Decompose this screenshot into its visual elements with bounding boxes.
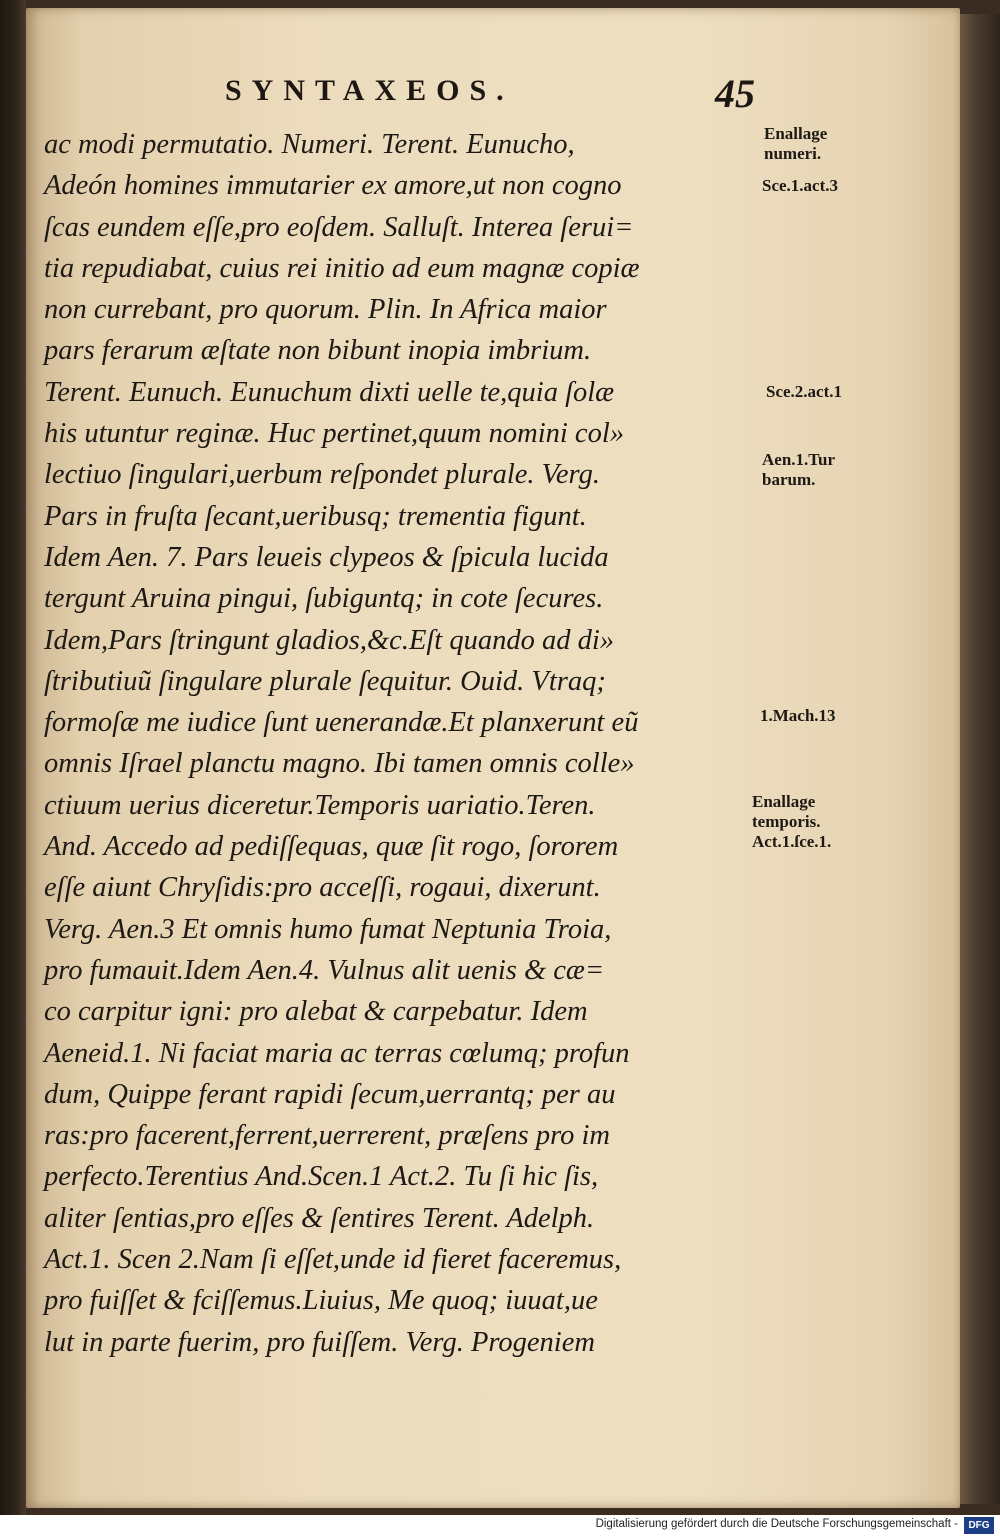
- funding-credit: Digitalisierung gefördert durch die Deutsche Forschungsgemeinschaft -: [595, 1518, 958, 1530]
- marginal-note-line: Enallage: [764, 124, 828, 143]
- text-line: his utuntur reginæ. Huc pertinet,quum nomini col»: [44, 418, 624, 450]
- marginal-note-line: Aen.1.Tur: [762, 450, 836, 469]
- main-text-block: [44, 124, 754, 1363]
- text-line: co carpitur igni: pro alebat & carpebatur. Idem: [44, 996, 588, 1028]
- marginal-note-line: Enallage: [752, 792, 816, 811]
- text-line: ſtributiuũ ſingulare plurale ſequitur. Ouid. Vtraq;: [44, 665, 606, 697]
- text-line: lectiuo ſingulari,uerbum reſpondet plurale. Verg.: [44, 459, 600, 491]
- text-line: Verg. Aen.3 Et omnis humo fumat Neptunia Troia,: [44, 913, 612, 945]
- text-line: dum, Quippe ferant rapidi ſecum,uerrantq; per au: [44, 1078, 616, 1110]
- marginal-note-line: temporis.: [752, 812, 821, 831]
- marginal-note-line: Sce.2.act.1: [766, 382, 843, 401]
- text-line: ras:pro facerent,ferrent,uerrerent, præſens pro im: [44, 1120, 610, 1152]
- marginal-note-line: barum.: [762, 470, 816, 489]
- marginal-note-aeneid-ref: [762, 450, 835, 490]
- text-line: Pars in fruſta ſecant,ueribusq; trementia figunt.: [44, 500, 587, 532]
- text-line: And. Accedo ad pediſſequas, quæ ſit rogo, ſororem: [44, 831, 619, 863]
- text-line: non currebant, pro quorum. Plin. In Africa maior: [44, 294, 607, 326]
- text-line: pars ferarum æſtate non bibunt inopia imbrium.: [44, 335, 592, 367]
- marginal-note-scene-ref: [762, 176, 838, 196]
- marginal-note-maccabees-ref: [760, 706, 836, 726]
- marginal-note-line: Act.1.ſce.1.: [752, 832, 832, 851]
- page-number: 45: [715, 71, 755, 116]
- text-line: formoſæ me iudice ſunt uenerandæ.Et planxerunt eũ: [44, 707, 639, 739]
- text-line: pro fuiſſet & fciſſemus.Liuius, Me quoq; iuuat,ue: [44, 1285, 598, 1317]
- running-title: SYNTAXEOS.: [225, 74, 514, 107]
- marginal-note-enallage-temporis: [752, 792, 831, 852]
- text-line: ctiuum uerius diceretur.Temporis uariatio.Teren.: [44, 789, 596, 821]
- page-edge: [960, 14, 1000, 1504]
- text-line: Act.1. Scen 2.Nam ſi eſſet,unde id fieret faceremus,: [44, 1244, 622, 1276]
- text-line: lut in parte fuerim, pro fuiſſem. Verg. Progeniem: [44, 1326, 595, 1358]
- marginal-note-scene-ref: [766, 382, 842, 402]
- text-line: ac modi permutatio. Numeri. Terent. Eunucho,: [44, 129, 575, 160]
- text-line: tergunt Aruina pingui, ſubiguntq; in cote ſecures.: [44, 583, 604, 615]
- text-line: tia repudiabat, cuius rei initio ad eum magnæ copiæ: [44, 252, 640, 284]
- text-line: Aeneid.1. Ni faciat maria ac terras cœlumq; profun: [44, 1037, 630, 1069]
- marginal-note-line: 1.Mach.13: [760, 706, 836, 725]
- dfg-logo-icon: DFG: [964, 1517, 994, 1534]
- text-line: Terent. Eunuch. Eunuchum dixti uelle te,quia ſolæ: [44, 376, 615, 408]
- text-line: eſſe aiunt Chryſidis:pro acceſſi, rogaui, dixerunt.: [44, 872, 601, 904]
- text-line: omnis Iſrael planctu magno. Ibi tamen omnis colle»: [44, 748, 635, 780]
- footer-bar: [0, 1515, 1000, 1537]
- text-line: Idem,Pars ſtringunt gladios,&c.Eſt quando ad di»: [44, 624, 614, 656]
- running-head: [195, 70, 755, 114]
- text-line: Idem Aen. 7. Pars leueis clypeos & ſpicula lucida: [44, 541, 609, 573]
- text-line: ſcas eundem eſſe,pro eoſdem. Salluſt. Interea ſerui=: [44, 211, 634, 243]
- text-line: Adeón homines immutarier ex amore,ut non cogno: [44, 170, 622, 202]
- marginal-note-line: numeri.: [764, 144, 822, 163]
- book-gutter: [0, 0, 26, 1515]
- text-line: perfecto.Terentius And.Scen.1 Act.2. Tu ſi hic ſis,: [44, 1161, 599, 1193]
- marginal-note-line: Sce.1.act.3: [762, 176, 839, 195]
- marginal-note-enallage-numeri: [764, 124, 827, 164]
- text-line: aliter ſentias,pro eſſes & ſentires Terent. Adelph.: [44, 1202, 595, 1234]
- text-line: pro fumauit.Idem Aen.4. Vulnus alit uenis & cæ=: [44, 954, 605, 986]
